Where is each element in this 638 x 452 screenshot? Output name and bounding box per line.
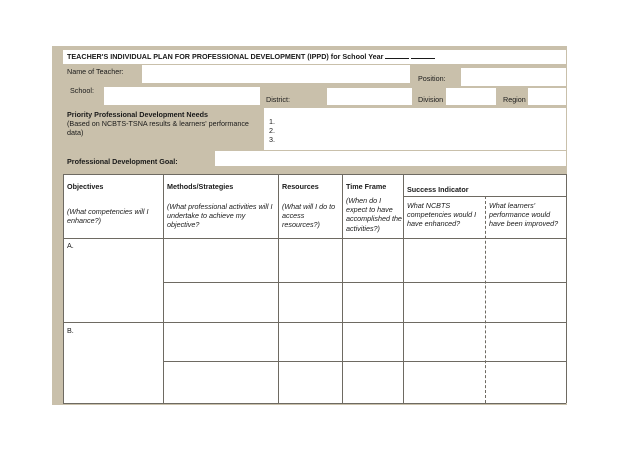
school-field[interactable] <box>104 87 260 105</box>
col-border-0 <box>63 174 64 403</box>
name-of-teacher-label: Name of Teacher: <box>67 67 124 76</box>
row-a-methods-cell[interactable] <box>164 239 278 282</box>
row-a-resources-cell[interactable] <box>279 239 342 282</box>
school-label: School: <box>70 86 94 95</box>
timeframe-desc: (When do I expect to have accomplished the activities?) <box>346 196 402 233</box>
row-b-resources-cell[interactable] <box>279 323 342 361</box>
col-border-1 <box>163 174 164 403</box>
col-border-4 <box>403 174 404 403</box>
priority-needs-field[interactable] <box>264 108 566 150</box>
row-b-sub-border <box>163 361 566 362</box>
objectives-desc: (What competencies will I enhance?) <box>67 207 149 226</box>
school-year-blank-1[interactable] <box>385 58 409 59</box>
district-label: District: <box>266 95 290 104</box>
objectives-header <box>67 182 161 191</box>
row-b-learners-cell[interactable] <box>486 323 566 361</box>
row-b-ncbts-cell[interactable] <box>404 323 485 361</box>
school-year-blank-2[interactable] <box>411 58 435 59</box>
position-field[interactable] <box>461 68 566 86</box>
form-title-text: TEACHER'S INDIVIDUAL PLAN FOR PROFESSIONAL DEVELOPMENT (IPPD) for School Year <box>67 52 384 61</box>
region-label: Region <box>503 95 526 104</box>
methods-title: Methods/Strategies <box>167 182 234 191</box>
needs-item-1: 1. <box>269 117 275 126</box>
col-border-dashed <box>485 196 486 403</box>
row-b-label: B. <box>67 326 74 335</box>
division-field[interactable] <box>446 88 496 105</box>
resources-title: Resources <box>282 182 319 191</box>
needs-item-2: 2. <box>269 126 275 136</box>
table-top-border <box>63 174 566 175</box>
methods-desc: (What professional activities will I undertake to achieve my objective? <box>167 202 273 230</box>
form-title <box>67 52 487 61</box>
col-border-5 <box>566 174 567 403</box>
objectives-title: Objectives <box>67 182 104 191</box>
success-indicator-title: Success Indicator <box>407 185 469 194</box>
timeframe-title: Time Frame <box>346 182 387 191</box>
priority-needs-label <box>67 110 263 138</box>
region-field[interactable] <box>528 88 566 105</box>
table-bottom-border <box>63 403 566 404</box>
priority-needs-list <box>269 117 275 145</box>
row-b-methods-cell[interactable] <box>164 323 278 361</box>
resources-desc: (What will I do to access resources?) <box>282 202 336 230</box>
row-a-timeframe-cell[interactable] <box>343 239 403 282</box>
col-border-2 <box>278 174 279 403</box>
pd-goal-label: Professional Development Goal: <box>67 157 178 166</box>
position-label: Position: <box>418 74 446 83</box>
division-label: Division <box>418 95 444 104</box>
priority-needs-title: Priority Professional Development Needs <box>67 110 208 119</box>
pd-goal-field[interactable] <box>215 151 566 166</box>
success-learners-desc: What learners' performance would have been improved? <box>489 201 559 229</box>
district-field[interactable] <box>327 88 412 105</box>
success-ncbts-desc: What NCBTS competencies would I have enhanced? <box>407 201 477 229</box>
priority-needs-subtitle: (Based on NCBTS-TSNA results & learners' performance data) <box>67 119 249 138</box>
row-a-learners-cell[interactable] <box>486 239 566 282</box>
row-a-sub-border <box>163 282 566 283</box>
row-a-ncbts-cell[interactable] <box>404 239 485 282</box>
needs-item-3: 3. <box>269 135 275 145</box>
row-a-label: A. <box>67 241 74 250</box>
name-of-teacher-field[interactable] <box>142 65 410 83</box>
row-b-timeframe-cell[interactable] <box>343 323 403 361</box>
col-border-3 <box>342 174 343 403</box>
